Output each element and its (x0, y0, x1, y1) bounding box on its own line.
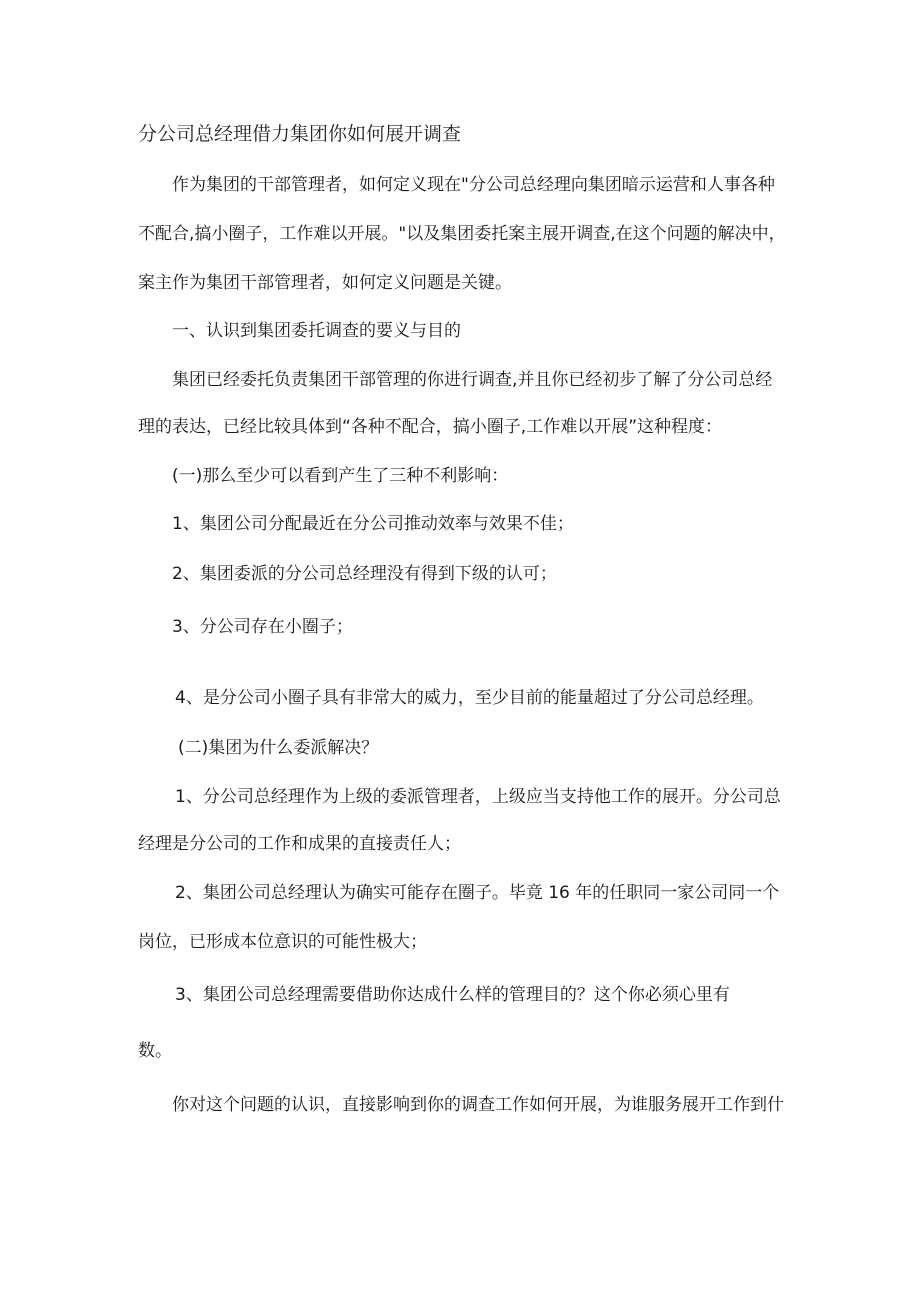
sub1-item-1: 1、集团公司分配最近在分公司推动效率与效果不佳； (172, 514, 574, 534)
sub2-heading: (二)集团为什么委派解决？ (178, 738, 379, 758)
closing-line: 你对这个问题的认识，直接影响到你的调查工作如何开展，为谁服务展开工作到什 (172, 1095, 784, 1115)
document-title: 分公司总经理借力集团你如何展开调查 (138, 123, 462, 145)
intro-line-1: 作为集团的干部管理者，如何定义现在"分公司总经理向集团暗示运营和人事各种 (172, 175, 775, 195)
sub2-item2-line-2: 岗位，已形成本位意识的可能性极大； (138, 932, 427, 952)
section1-heading: 一、认识到集团委托调查的要义与目的 (172, 321, 461, 341)
sub2-item3-line-1: 3、集团公司总经理需要借助你达成什么样的管理目的？这个你必须心里有 (175, 985, 730, 1005)
sub2-item1-line-1: 1、分公司总经理作为上级的委派管理者，上级应当支持他工作的展开。分公司总 (175, 787, 781, 807)
section1-para-line-1: 集团已经委托负责集团干部管理的你进行调查,并且你已经初步了解了分公司总经 (172, 370, 773, 390)
sub1-item-2: 2、集团委派的分公司总经理没有得到下级的认可； (172, 564, 557, 584)
intro-line-3: 案主作为集团干部管理者，如何定义问题是关键。 (138, 273, 512, 293)
sub1-item-4: 4、是分公司小圈子具有非常大的威力，至少目前的能量超过了分公司总经理。 (175, 688, 764, 708)
section1-para-line-2: 理的表达，已经比较具体到“各种不配合，搞小圈子,工作难以开展”这种程度： (138, 417, 723, 437)
sub1-item-3: 3、分公司存在小圈子； (172, 617, 353, 637)
sub2-item3-line-2: 数。 (138, 1041, 172, 1061)
sub1-heading: (一)那么至少可以看到产生了三种不利影响： (172, 466, 509, 486)
sub2-item2-line-1: 2、集团公司总经理认为确实可能存在圈子。毕竟 16 年的任职同一家公司同一个 (175, 883, 780, 903)
sub2-item1-line-2: 经理是分公司的工作和成果的直接责任人； (138, 834, 461, 854)
intro-line-2: 不配合,搞小圈子，工作难以开展。"以及集团委托案主展开调查,在这个问题的解决中， (138, 224, 786, 244)
